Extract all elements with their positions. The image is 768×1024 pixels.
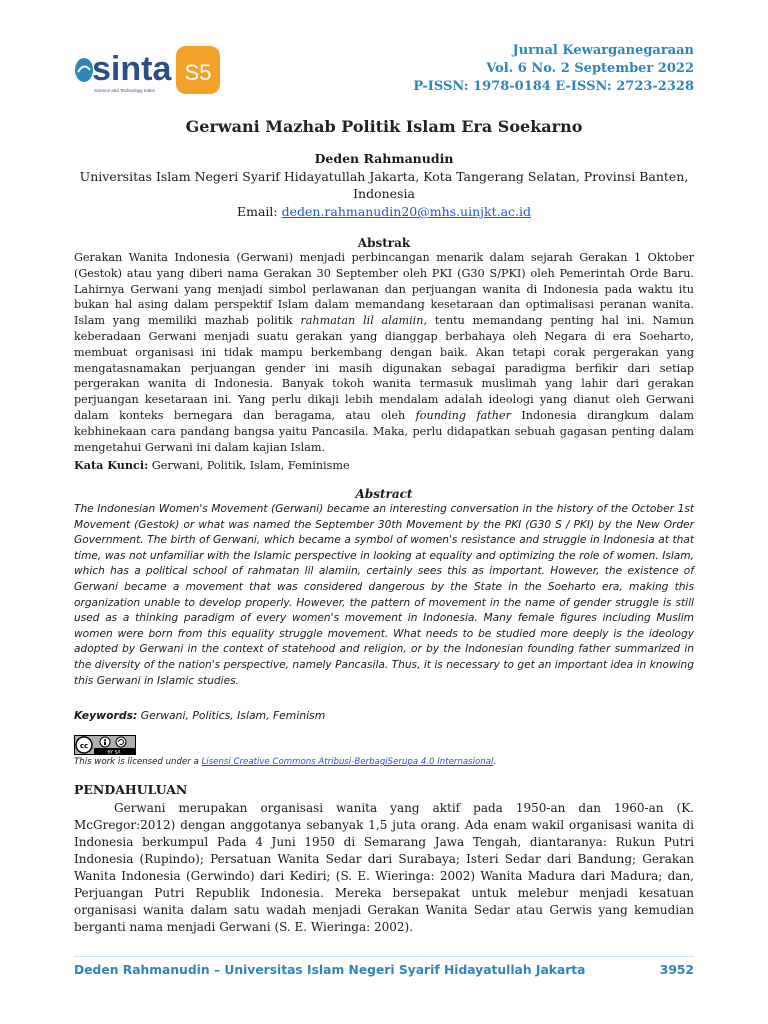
sinta-wordmark: sinta xyxy=(92,50,172,88)
author-email xyxy=(0,204,768,219)
creative-commons-badge[interactable] xyxy=(74,735,136,755)
footer-divider xyxy=(74,956,694,957)
license-link[interactable]: Lisensi Creative Commons Atribusi-BerbagiSerupa 4.0 Internasional xyxy=(201,757,494,767)
author-name: Deden Rahmanudin xyxy=(314,151,454,166)
kata-kunci-values: Gerwani, Politik, Islam, Feminisme xyxy=(148,459,350,472)
section-heading: PENDAHULUAN xyxy=(74,782,188,797)
author-affiliation: Universitas Islam Negeri Syarif Hidayatullah Jakarta, Kota Tangerang Selatan, Provinsi Banten, Indonesia xyxy=(79,169,689,201)
sinta-logo xyxy=(72,40,232,102)
svg-text:cc: cc xyxy=(79,742,89,750)
abstrak-text-2: tentu memandang penting hal ini. Namun keberadaan Gerwani menjadi suatu gerakan yang dianggap berbahaya oleh Negara di era Soeharto, membuat organisasi ini tidak mampu berkembang dengan baik. Akan tetapi corak pergerakan yang mengatasnamakan perjuangan gender ini masih digunakan sebagai paradigma berfikir dari setiap pergerakan wanita di Indonesia. Banyak tokoh wanita termasuk muslimah yang lahir dari gerakan perjuangan kesetaraan ini. Yang perlu dikaji lebih mendalam adalah ideologi yang dianut oleh Gerwani dalam konteks bernegara dan beragama, atau oleh xyxy=(74,314,694,422)
abstrak-italic-2: founding father xyxy=(415,408,511,422)
abstrak-text-1: Gerakan Wanita Indonesia (Gerwani) menjadi perbincangan menarik dalam sejarah Gerakan 1 Oktober (Gestok) atau yang diberi nama Gerakan 30 September oleh PKI (G30 S/PKI) oleh Pemerintah Orde Baru. Lahirnya Gerwani yang menjadi simbol perlawanan dan perjuangan wanita di Indonesia pada waktu itu bukan hal asing dalam perspektif Islam dalam memandang kesetaraan dan optimalisasi peranan wanita. Islam yang memiliki mazhab politik xyxy=(74,251,694,328)
abstrak-body xyxy=(74,250,694,455)
kata-kunci xyxy=(74,458,350,472)
email-label: Email: xyxy=(236,204,278,219)
abstract-body: The Indonesian Women's Movement (Gerwani) became an interesting conversation in the history of the October 1st Movement (Gestok) or what was named the September 30th Movement by the PKI (G30 S / PKI) by the New Order Government. The birth of Gerwani, which became a symbol of women's resistance and struggle in Indonesia at that time, was not unfamiliar with the Islamic perspective in looking at equality and optimizing the role of women. Islam, which has a political school of rahmatan lil alamiin, certainly sees this as important. However, the existence of Gerwani became a movement that was considered dangerous by the State in the Soeharto era, making this organization unable to develop properly. However, the pattern of movement in the name of gender struggle is still used as a thinking paradigm of every women's movement in Indonesia. Many female figures including Muslim women were born from this equality struggle movement. What needs to be studied more deeply is the ideology adopted by Gerwani in the context of statehood and religion, or by the Indonesian founding father summarized in the diversity of the nation's perspective, namely Pancasila. Thus, it is necessary to get an important idea in knowing this Gerwani in Islamic studies. xyxy=(74,503,694,687)
kata-kunci-label: Kata Kunci: xyxy=(74,458,149,472)
cc-badge-label: BY SA xyxy=(107,750,121,755)
keywords xyxy=(74,709,325,722)
keywords-values: Gerwani, Politics, Islam, Feminism xyxy=(137,709,326,722)
journal-info xyxy=(413,42,694,96)
journal-name: Jurnal Kewarganegaraan xyxy=(512,43,694,58)
page-footer xyxy=(74,963,694,977)
footer-author: Deden Rahmanudin – Universitas Islam Negeri Syarif Hidayatullah Jakarta xyxy=(74,963,586,977)
s5-badge: S5 xyxy=(184,60,212,85)
abstract-heading: Abstract xyxy=(355,487,413,501)
license-notice xyxy=(74,757,496,767)
section-paragraph: Gerwani merupakan organisasi wanita yang aktif pada 1950-an dan 1960-an (K. McGregor:2012) dengan anggotanya sebanyak 1,5 juta orang. Ada enam wakil organisasi wanita di Indonesia berkumpul Pada 4 Juni 1950 di Semarang Jawa Tengah, diantaranya: Rukun Putri Indonesia (Rupindo); Persatuan Wanita Sedar dari Surabaya; Isteri Sedar dari Bandung; Gerakan Wanita Indonesia (Gerwindo) dari Kediri; (S. E. Wieringa: 2002) Wanita Madura dari Madura; dan, Perjuangan Putri Republik Indonesia. Mereka bersepakat untuk melebur menjadi kesatuan organisasi wanita dalam satu wadah menjadi Gerakan Wanita Sedar atau Gerwis yang kemudian berganti nama menjadi Gerwani (S. E. Wieringa: 2002). xyxy=(74,801,694,934)
article-title: Gerwani Mazhab Politik Islam Era Soekarno xyxy=(185,117,583,136)
abstrak-text-3: Indonesia dirangkum dalam kebhinekaan cara pandang bangsa yaitu Pancasila. Maka, perlu didapatkan sebuah gagasan penting dalam mengetahui Gerwani ini dalam kajian Islam. xyxy=(74,408,694,454)
journal-volume: Vol. 6 No. 2 September 2022 xyxy=(486,61,694,76)
abstrak-heading: Abstrak xyxy=(357,236,411,250)
license-prefix: This work is licensed under a xyxy=(74,757,202,767)
keywords-label: Keywords: xyxy=(74,709,138,722)
page-number: 3952 xyxy=(659,963,694,977)
abstrak-italic-1: rahmatan lil alamiin, xyxy=(300,314,428,328)
sinta-tagline: Science and Technology Index xyxy=(94,88,155,93)
journal-issn: P-ISSN: 1978-0184 E-ISSN: 2723-2328 xyxy=(413,79,694,94)
email-link[interactable]: deden.rahmanudin20@mhs.uinjkt.ac.id xyxy=(281,204,532,219)
license-suffix: . xyxy=(493,757,497,767)
